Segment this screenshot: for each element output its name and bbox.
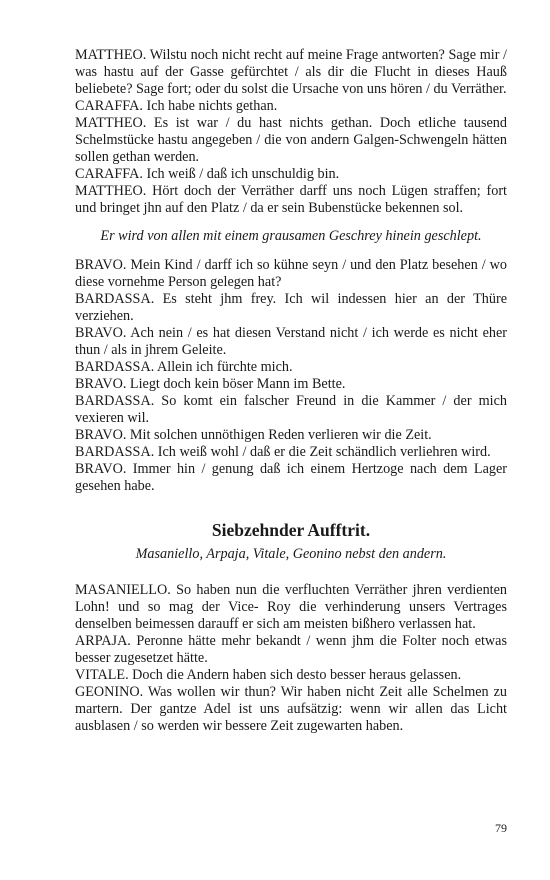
dialogue-line: MATTHEO. Wilstu noch nicht recht auf meine Frage antworten? Sage mir / was hastu auf der Gasse gefürchtet / als dir die Flucht in dieses Hauß beliebete? Sage fort; oder du solst die Ursache von uns hören / du Verräther.	[75, 47, 507, 97]
page-body	[75, 47, 507, 735]
dialogue-line: MATTHEO. Hört doch der Verräther darff uns noch Lügen straffen; fort und bringet jhn auf den Platz / da er sein Bubenstücke bekennen sol.	[75, 183, 507, 216]
dialogue-line: BRAVO. Liegt doch kein böser Mann im Bette.	[75, 376, 346, 392]
dialogue-line: GEONINO. Was wollen wir thun? Wir haben nicht Zeit alle Schelmen zu martern. Der gantze Adel ist uns aufsätzig: wenn wir allen das Licht ausblasen / so werden wir bessere Zeit zugewarten haben.	[75, 684, 507, 734]
dialogue-line: BARDASSA. Es steht jhm frey. Ich wil indessen hier an der Thüre verziehen.	[75, 291, 507, 324]
dialogue-line: BARDASSA. Ich weiß wohl / daß er die Zeit schändlich verliehren wird.	[75, 444, 491, 460]
dialogue-line: MASANIELLO. So haben nun die verfluchten Verräther jhren verdienten Lohn! und so mag der Vice- Roy die verhinderung unsers Vertrages denselben beimessen darauff er sich am meisten bißhero verlassen hat.	[75, 582, 507, 632]
dialogue-line: BRAVO. Ach nein / es hat diesen Verstand nicht / ich werde es nicht eher thun / als in jhrem Geleite.	[75, 325, 507, 358]
dialogue-line: BARDASSA. So komt ein falscher Freund in die Kammer / der mich vexieren wil.	[75, 393, 507, 426]
scene-cast: Masaniello, Arpaja, Vitale, Geonino nebst den andern.	[135, 546, 447, 562]
dialogue-block-2	[75, 257, 507, 495]
dialogue-block-3	[75, 582, 507, 735]
dialogue-line: BRAVO. Mein Kind / darff ich so kühne seyn / und den Platz besehen / wo diese vornehme Person gelegen hat?	[75, 257, 507, 290]
dialogue-line: ARPAJA. Peronne hätte mehr bekandt / wenn jhm die Folter noch etwas besser zugesetzet hätte.	[75, 633, 507, 666]
dialogue-line: VITALE. Doch die Andern haben sich desto besser heraus gelassen.	[75, 667, 462, 683]
page-number: 79	[495, 821, 507, 835]
dialogue-line: BRAVO. Immer hin / genung daß ich einem Hertzoge nach dem Lager gesehen habe.	[75, 461, 507, 494]
dialogue-line: BARDASSA. Allein ich fürchte mich.	[75, 359, 293, 375]
dialogue-block-1	[75, 47, 507, 217]
dialogue-line: MATTHEO. Es ist war / du hast nichts gethan. Doch etliche tausend Schelmstücke hastu angegeben / die von andern Galgen-Schwengeln hätten sollen gethan werden.	[75, 115, 507, 165]
stage-direction: Er wird von allen mit einem grausamen Geschrey hinein geschlept.	[100, 228, 482, 244]
scene-heading: Siebzehnder Aufftrit.	[211, 520, 371, 540]
dialogue-line: CARAFFA. Ich habe nichts gethan.	[75, 98, 278, 114]
dialogue-line: BRAVO. Mit solchen unnöthigen Reden verlieren wir die Zeit.	[75, 427, 432, 443]
dialogue-line: CARAFFA. Ich weiß / daß ich unschuldig bin.	[75, 166, 340, 182]
